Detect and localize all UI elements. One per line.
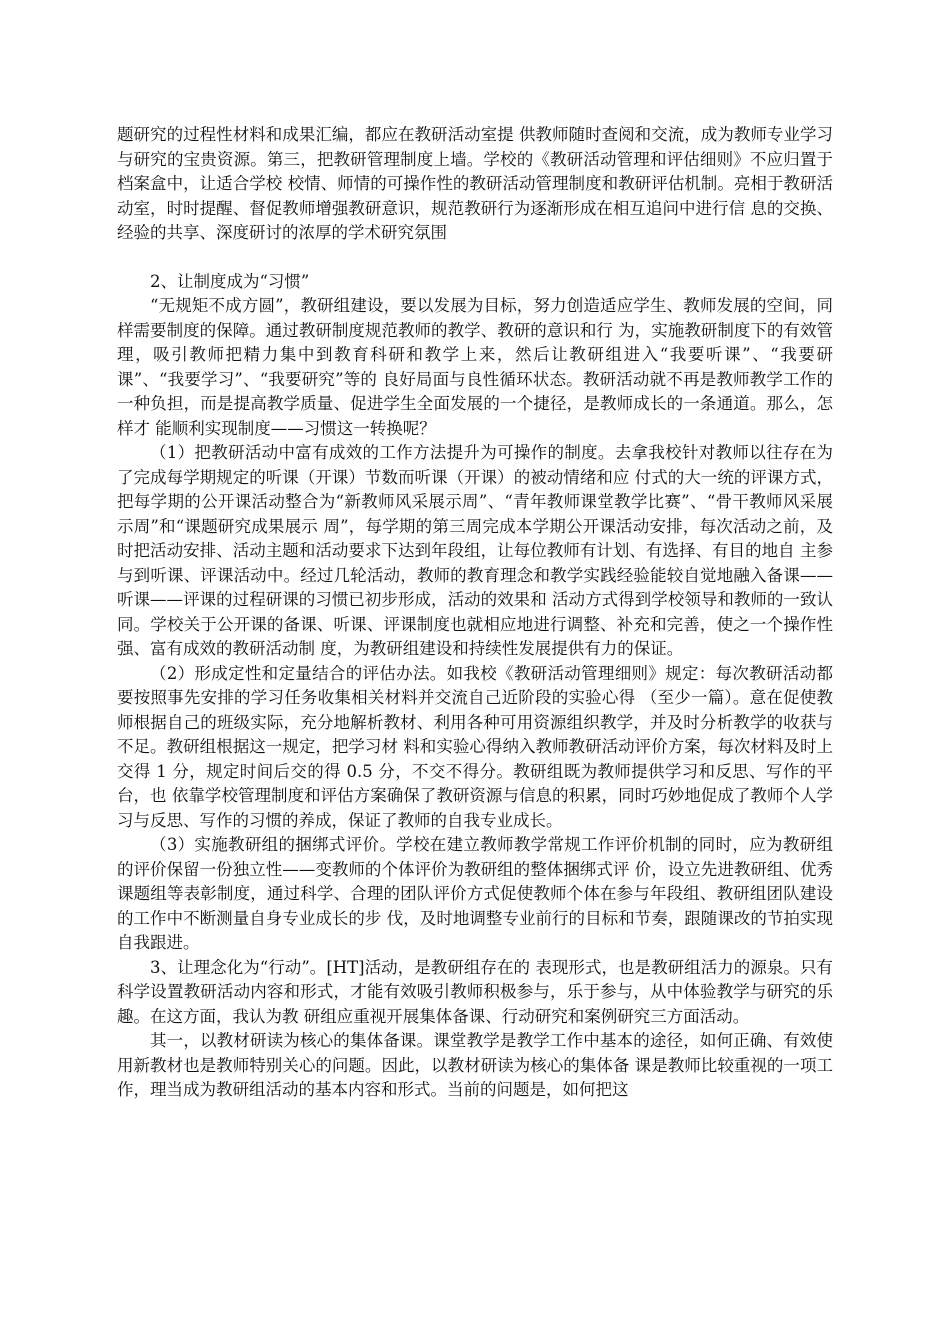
section-heading-2: 2、让制度成为“习惯” bbox=[150, 271, 310, 291]
paragraph-item-1: （1）把教研活动中富有成效的工作方法提升为可操作的制度。去拿我校针对教师以往存在为了完成每学期规定的听课（开课）节数而听课（开课）的被动情绪和应 付式的大一统的评课方式，把每学期的公开课活动整合为“新教师风采展示周”、“青年教师课堂教学比赛”、“骨干教师风采展示周”和“课题研究成果展示 周”，每学期的第三周完成本学期公开课活动安排，每次活动之前，及时把活动安排、活动主题和活动要求下达到年段组，让每位教师有计划、有选择、有目的地自 主参与到听课、评课活动中。经过几轮活动，教师的教育理念和教学实践经验能较自觉地融入备课——听课——评课的过程研课的习惯已初步形成，活动的效果和 活动方式得到学校领导和教师的一致认同。学校关于公开课的备课、听课、评课制度也就相应地进行调整、补充和完善，使之一个操作性强、富有成效的教研活动制 度，为教研组建设和持续性发展提供有力的保证。 bbox=[117, 443, 833, 658]
paragraph-intro: 题研究的过程性材料和成果汇编，都应在教研活动室提 供教师随时查阅和交流，成为教师专业学习与研究的宝贵资源。第三，把教研管理制度上墙。学校的《教研活动管理和评估细则》不应归置于档案盒中，让适合学校 校情、师情的可操作性的教研活动管理制度和教研评估机制。亮相于教研活动室，时时提醒、督促教师增强教研意识，规范教研行为逐渐形成在相互追问中进行信 息的交换、经验的共享、深度研讨的浓厚的学术研究氛围 bbox=[117, 125, 833, 242]
document-body bbox=[117, 123, 833, 1103]
paragraph-item-3: （3）实施教研组的捆绑式评价。学校在建立教师教学常规工作评价机制的同时，应为教研组的评价保留一份独立性——变教师的个体评价为教研组的整体捆绑式评 价，设立先进教研组、优秀课题组等表彰制度，通过科学、合理的团队评价方式促使教师个体在参与年段组、教研组团队建设的工作中不断测量自身专业成长的步 伐，及时地调整专业前行的目标和节奏，跟随课改的节拍实现自我跟进。 bbox=[117, 835, 833, 952]
paragraph-rules: “无规矩不成方圆”，教研组建设，要以发展为目标，努力创造适应学生、教师发展的空间，同样需要制度的保障。通过教研制度规范教师的教学、教研的意识和行 为，实施教研制度下的有效管理，吸引教师把精力集中到教育科研和教学上来，然后让教研组进入“我要听课”、“我要研课”、“我要学习”、“我要研究”等的 良好局面与良性循环状态。教研活动就不再是教师教学工作的一种负担，而是提高教学质量、促进学生全面发展的一个捷径，是教师成长的一条通道。那么，怎样才 能顺利实现制度——习惯这一转换呢？ bbox=[117, 296, 833, 438]
paragraph-heading-3: 3、让理念化为“行动”。[HT]活动，是教研组存在的 表现形式，也是教研组活力的源泉。只有科学设置教研活动内容和形式，才能有效吸引教师积极参与，乐于参与，从中体验教学与研究的乐趣。在这方面，我认为教 研组应重视开展集体备课、行动研究和案例研究三方面活动。 bbox=[117, 957, 833, 1026]
paragraph-item-2: （2）形成定性和定量结合的评估办法。如我校《教研活动管理细则》规定：每次教研活动都要按照事先安排的学习任务收集相关材料并交流自己近阶段的实验心得 （至少一篇）。意在促使教师根据自己的班级实际，充分地解析教材、利用各种可用资源组织教学，并及时分析教学的收获与不足。教研组根据这一规定，把学习材 料和实验心得纳入教师教研活动评价方案，每次材料及时上交得 1 分，规定时间后交的得 0.5 分，不交不得分。教研组既为教师提供学习和反思、写作的平台，也 依靠学校管理制度和评估方案确保了教研资源与信息的积累，同时巧妙地促成了教师个人学习与反思、写作的习惯的养成，保证了教师的自我专业成长。 bbox=[117, 663, 833, 830]
paragraph-gap bbox=[117, 246, 833, 270]
paragraph-first: 其一，以教材研读为核心的集体备课。课堂教学是教学工作中基本的途径，如何正确、有效使用新教材也是教师特别关心的问题。因此，以教材研读为核心的集体备 课是教师比较重视的一项工作，理当成为教研组活动的基本内容和形式。当前的问题是，如何把这 bbox=[117, 1031, 833, 1099]
